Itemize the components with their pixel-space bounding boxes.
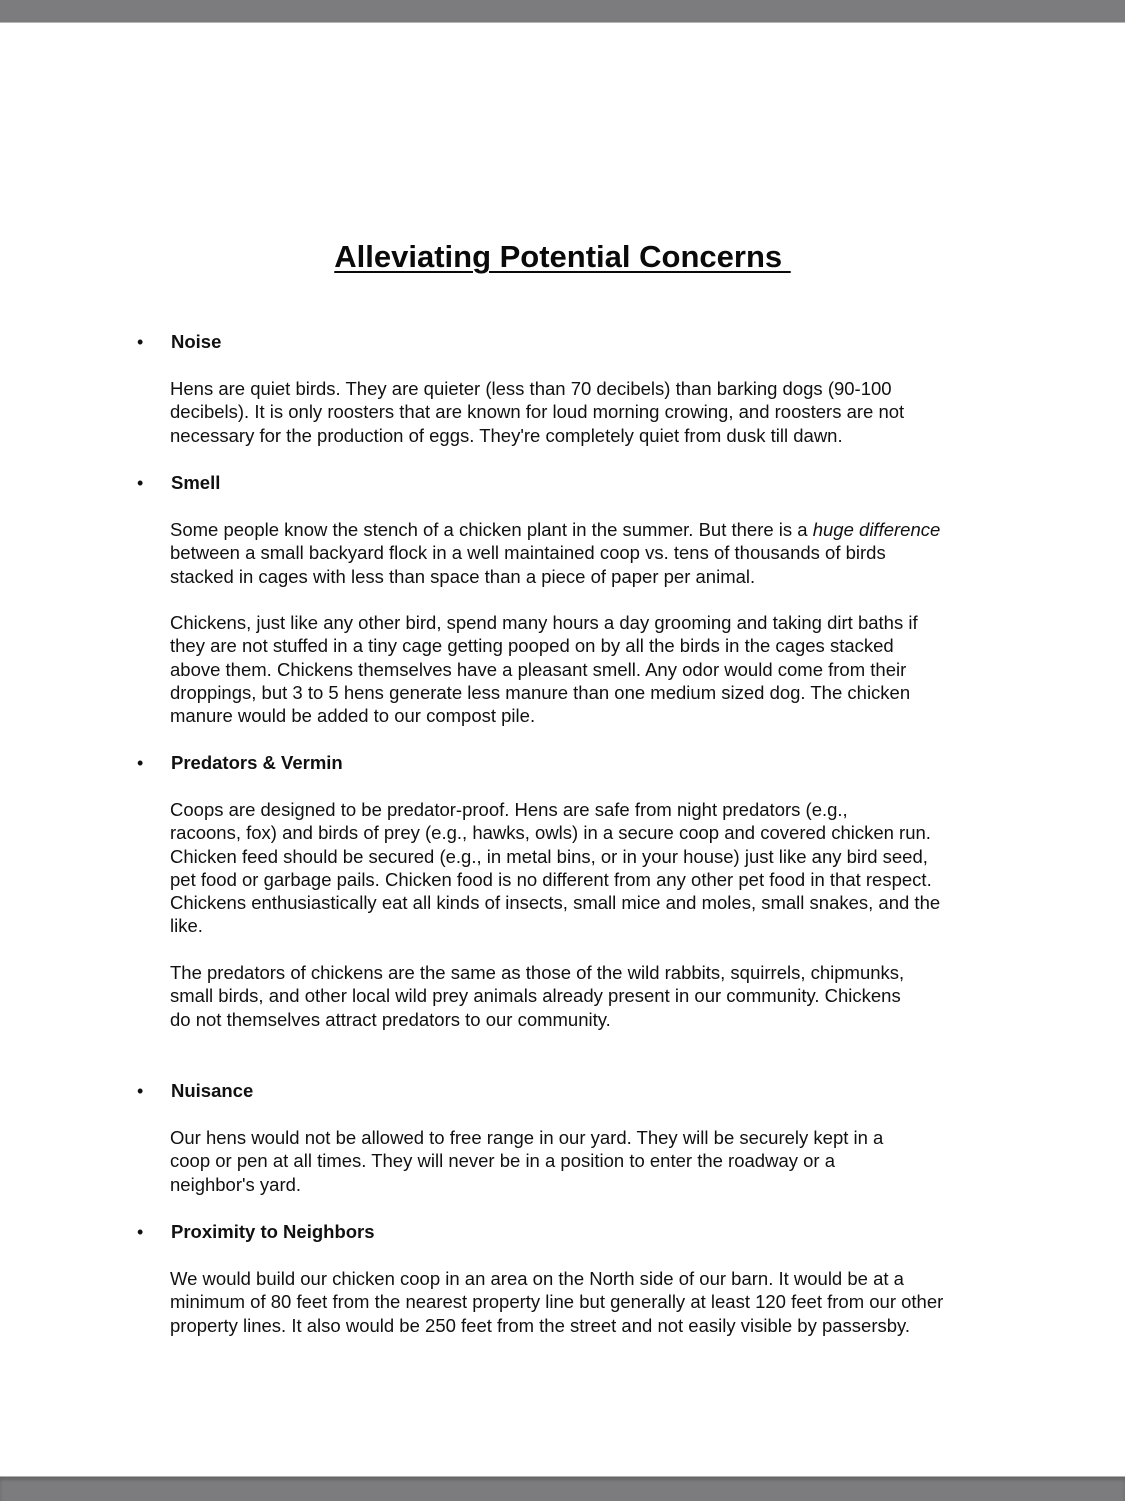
paragraph-line: they are not stuffed in a tiny cage getting pooped on by all the birds in the cages stacked (170, 635, 894, 657)
paragraph-line: small birds, and other local wild prey animals already present in our community. Chickens (170, 985, 901, 1007)
section-heading: Noise (171, 331, 222, 352)
paragraph-text: Some people know the stench of a chicken plant in the summer. But there is a (170, 519, 813, 540)
paragraph (170, 377, 904, 447)
paragraph (170, 961, 904, 1031)
page-title-text: Alleviating Potential Concerns (334, 239, 791, 274)
bullet-icon: • (137, 1081, 144, 1101)
paragraph-line: droppings, but 3 to 5 hens generate less manure than one medium sized dog. The chicken (170, 681, 911, 703)
paragraph-line: do not themselves attract predators to our community. (170, 1008, 611, 1030)
emphasis-text: huge difference (812, 519, 941, 540)
paragraph-line: racoons, fox) and birds of prey (e.g., hawks, owls) in a secure coop and covered chicken run. (170, 822, 931, 844)
paragraph-line: Our hens would not be allowed to free range in our yard. They will be securely kept in a (170, 1127, 884, 1148)
paragraph-line: minimum of 80 feet from the nearest property line but generally at least 120 feet from our other (170, 1291, 944, 1313)
page-title (0, 239, 1125, 275)
paragraph-line: We would build our chicken coop in an area on the North side of our barn. It would be at a (170, 1268, 904, 1289)
paragraph (170, 798, 940, 938)
paragraph-line (170, 518, 940, 541)
section-heading: Predators & Vermin (171, 752, 343, 773)
paragraph-line: neighbor's yard. (170, 1173, 302, 1195)
section-heading: Smell (171, 472, 221, 493)
paragraph (170, 1267, 943, 1337)
paragraph (170, 1126, 883, 1196)
section-heading: Nuisance (171, 1080, 254, 1101)
paragraph (170, 611, 918, 727)
paragraph-line: property lines. It also would be 250 feet from the street and not easily visible by passersby. (170, 1314, 911, 1336)
paragraph-line: decibels). It is only roosters that are known for loud morning crowing, and roosters are not (170, 401, 905, 423)
paragraph-line: above them. Chickens themselves have a pleasant smell. Any odor would come from their (170, 658, 907, 680)
bullet-icon: • (137, 473, 144, 493)
paragraph-line: like. (170, 915, 203, 937)
paragraph-line: necessary for the production of eggs. They're completely quiet from dusk till dawn. (170, 424, 843, 446)
paragraph-line: stacked in cages with less than space than a piece of paper per animal. (170, 565, 756, 587)
paragraph-line: between a small backyard flock in a well maintained coop vs. tens of thousands of birds (170, 542, 886, 564)
paragraph-line: The predators of chickens are the same as those of the wild rabbits, squirrels, chipmunks, (170, 962, 905, 983)
paragraph (170, 518, 940, 588)
bottom-viewer-bar (0, 1476, 1125, 1501)
paragraph-line: coop or pen at all times. They will never be in a position to enter the roadway or a (170, 1150, 835, 1172)
document-page (0, 23, 1125, 1476)
bullet-icon: • (137, 1222, 144, 1242)
paragraph-line: Chickens enthusiastically eat all kinds of insects, small mice and moles, small snakes, and the (170, 892, 941, 914)
paragraph-line: manure would be added to our compost pile. (170, 705, 536, 727)
paragraph-line: Chicken feed should be secured (e.g., in metal bins, or in your house) just like any bird seed, (170, 845, 928, 867)
paragraph-line: pet food or garbage pails. Chicken food is no different from any other pet food in that respect. (170, 868, 932, 890)
paragraph-line: Chickens, just like any other bird, spend many hours a day grooming and taking dirt baths if (170, 612, 918, 633)
section-heading: Proximity to Neighbors (171, 1221, 375, 1242)
paragraph-line: Hens are quiet birds. They are quieter (less than 70 decibels) than barking dogs (90-100 (170, 378, 892, 399)
bullet-icon: • (137, 332, 144, 352)
paragraph-line: Coops are designed to be predator-proof. Hens are safe from night predators (e.g., (170, 799, 848, 820)
top-viewer-bar (0, 0, 1125, 23)
bullet-icon: • (137, 753, 144, 773)
